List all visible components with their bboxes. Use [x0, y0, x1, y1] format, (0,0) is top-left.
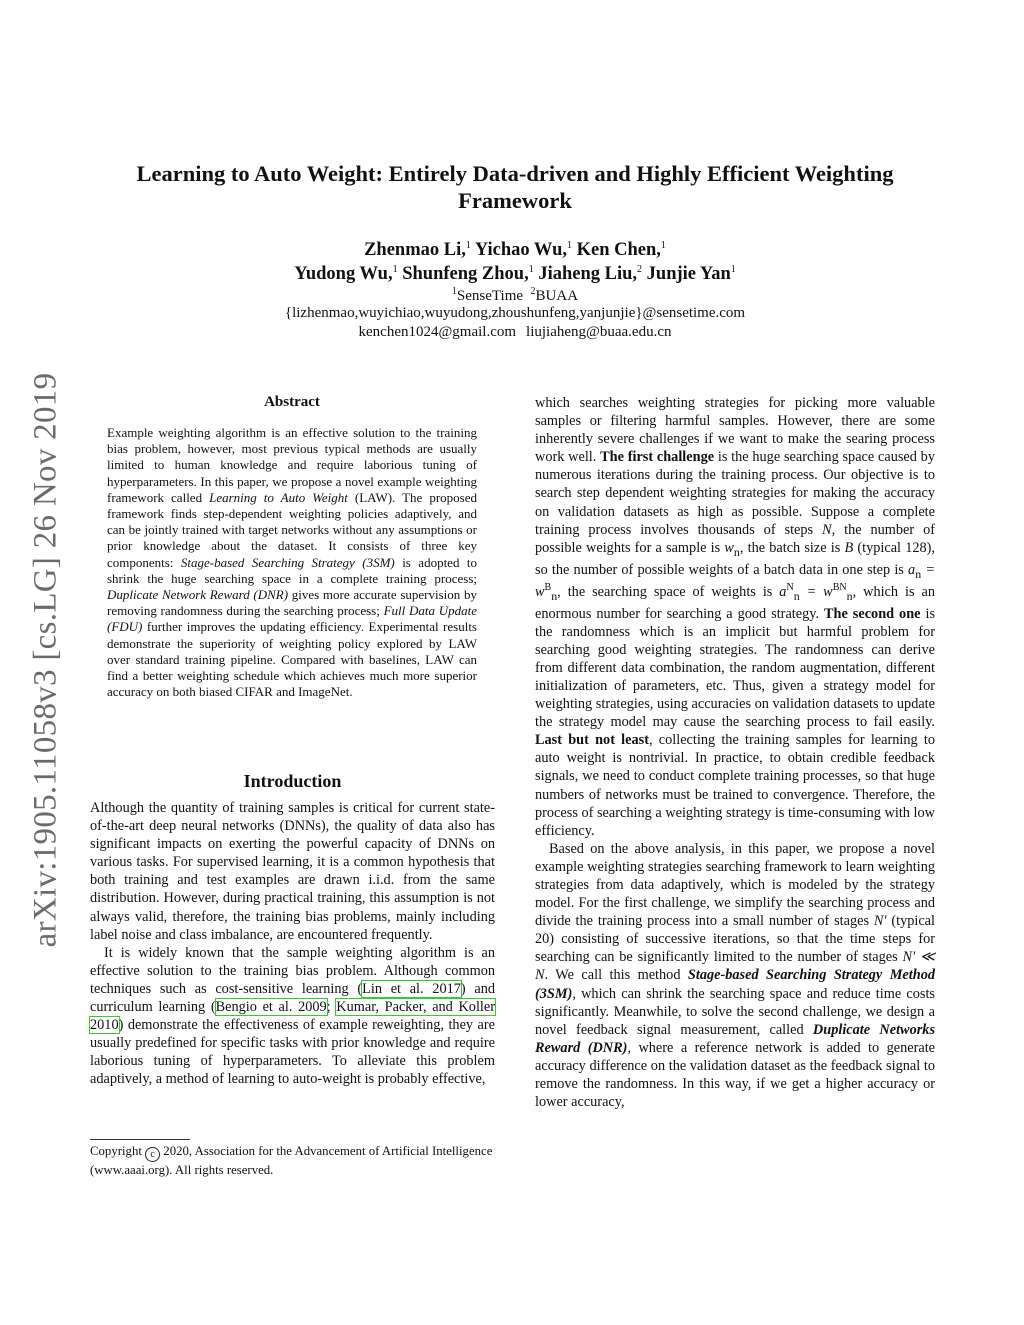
paragraph-text: , which is an enormous number for searching a good strategy.: [535, 583, 935, 622]
math-symbol: a: [908, 561, 916, 578]
paragraph-text: ) and curriculum learning (: [90, 980, 495, 1016]
copyright-text: 2020, Association for the Advancement of Artificial Intelligence (www.aaai.org). All rights reserved.: [90, 1144, 493, 1177]
author-line-1: [120, 238, 910, 262]
abstract-heading: Abstract: [264, 394, 320, 410]
math-subscript: n: [551, 588, 558, 603]
paragraph-text: (typical 20) consisting of successive iterations, so that the time steps for searching can be significantly limited to the number of stages: [535, 913, 936, 966]
author-affil-mark: 1: [465, 239, 471, 251]
math-symbol: N′: [873, 913, 887, 930]
paragraph-text: , collecting the training samples for learning to auto weight is nontrivial. In practice, to obtain credible feedback signals, we need to conduct complete training processes, so that huge numbers of networks must be trained to convergence. Therefore, the process of searching a weighting strategy is time-consuming with low efficiency.: [535, 732, 936, 839]
abstract-body: [107, 425, 477, 700]
paragraph-text: Based on the above analysis, in this paper, we propose a novel example weighting strategies searching framework to learn weighting strategies from data adaptively, which is modeled by the strategy model. For the first challenge, we simplify the searching process and divide the training process into a small number of stages: [535, 840, 935, 930]
author-name: Yudong Wu,: [294, 264, 393, 284]
copyright-footnote: [90, 1143, 495, 1179]
author-name: Ken Chen,: [576, 240, 661, 260]
math-subscript: n: [846, 588, 853, 603]
author-name: Yichao Wu,: [474, 240, 567, 260]
email-ken-chen: kenchen1024@gmail.com: [358, 324, 517, 340]
math-subscript: n: [733, 544, 740, 559]
math-superscript: N: [786, 581, 794, 593]
copyright-prefix: Copyright: [90, 1144, 142, 1158]
author-affil-mark: 1: [528, 263, 534, 275]
paragraph-text: , where a reference network is added to generate accuracy difference on the validation dataset as the feedback signal to remove the randomness. In this way, if we get a higher accuracy or lower accuracy,: [535, 1039, 936, 1111]
abstract-emphasis: Full Data Update (FDU): [107, 603, 478, 635]
abstract-emphasis: Stage-based Searching Strategy (3SM): [180, 554, 395, 570]
bold-phrase: Last but not least: [535, 732, 649, 749]
math-symbol: a: [779, 583, 787, 600]
math-symbol: N′ ≪ N: [535, 949, 935, 984]
arxiv-side-stamp: [22, 350, 70, 970]
affil-mark: 2: [530, 286, 536, 297]
math-symbol: w: [724, 539, 734, 556]
citation-link-kumar-2010[interactable]: Kumar, Packer, and Koller 2010: [90, 999, 496, 1034]
author-affil-mark: 2: [637, 263, 643, 275]
email-jiaheng-liu: liujiaheng@buaa.edu.cn: [526, 324, 672, 340]
paragraph-text: It is widely known that the sample weighting algorithm is an effective solution to the training bias problem. Although common techniques such as cost-sensitive learning (: [90, 944, 495, 997]
abstract-emphasis: Duplicate Network Reward (DNR): [107, 587, 289, 603]
math-superscript: B: [544, 581, 552, 593]
right-paragraph-2: [535, 840, 935, 1111]
abstract-emphasis: Learning to Auto Weight: [209, 489, 348, 505]
affiliation-sensetime: SenseTime: [456, 288, 524, 304]
group-email: {lizhenmao,wuyichiao,wuyudong,zhoushunfeng,yanjunjie}@sensetime.com: [284, 305, 746, 321]
abstract-text: Example weighting algorithm is an effective solution to the training bias problem, however, most previous typical methods are usually limited to human knowledge and require laborious tuning of hyperparameters. In this paper, we propose a novel example weighting framework called: [107, 425, 477, 505]
intro-paragraph-1: Although the quantity of training samples is critical for current state-of-the-art deep neural networks (DNNs), the quality of data also has significant impacts on exerting the powerful capacity of DNNs on various tasks. For supervised learning, it is a common hypothesis that both training and test examples are drawn i.i.d. from the same distribution. However, during practical training, this assumption is not always valid, therefore, the training bias problems, mainly including label noise and class imbalance, are encountered frequently.: [90, 800, 495, 943]
paragraph-text: , the searching space of weights is: [557, 583, 780, 600]
copyright-icon: c: [145, 1147, 160, 1162]
paragraph-text: . We call this method: [544, 967, 688, 984]
paragraph-text: (typical 128), so the number of possible weights of a batch data in one step is: [535, 539, 935, 578]
math-symbol: B: [844, 539, 854, 556]
author-name: Junjie Yan: [646, 264, 731, 284]
paragraph-text: ;: [326, 999, 337, 1016]
right-paragraph-1: [535, 394, 935, 840]
paragraph-text: is the huge searching space caused by numerous iterations during the training process. Our objective is to search step dependent weighting strategies for making the accuracy on validation datasets as high as possible. Suppose a complete training process involves thousands of steps: [535, 449, 935, 538]
paragraph-text: is the randomness which is an implicit but harmful problem for searching good weighting strategies. The randomness can derive from different data combination, the random augmentation, different initialization of parameters, etc. Thus, given a strategy model for weighting strategies, using accuracies on validation datasets to update the strategy model may cause the searching process to fail easily.: [535, 605, 936, 731]
author-affil-mark: 1: [660, 239, 666, 251]
math-subscript: n: [915, 566, 922, 581]
author-name: Zhenmao Li,: [364, 240, 466, 260]
math-symbol: = w: [799, 583, 833, 600]
arxiv-identifier: arXiv:1905.11058v3 [cs.LG] 26 Nov 2019: [27, 372, 64, 948]
bold-phrase: The first challenge: [600, 449, 715, 466]
paragraph-text: , the batch size is: [739, 539, 845, 556]
paragraph-text: , the number of possible weights for a sample is: [535, 521, 935, 556]
bold-italic-phrase: Stage-based Searching Strategy Method (3SM): [535, 967, 935, 1002]
bold-phrase: The second one: [824, 605, 921, 622]
abstract-text: is adopted to shrink the huge searching space in a complete training process;: [107, 554, 477, 586]
math-symbol: N: [822, 521, 832, 538]
abstract-text: (LAW). The proposed framework finds step-dependent weighting policies adaptively, and can be jointly trained with target networks without any assumptions or prior knowledge about the dataset. It consists of three key components:: [107, 489, 477, 570]
author-affil-mark: 1: [567, 239, 572, 251]
left-column: [90, 799, 495, 1089]
abstract-text: further improves the updating efficiency. Experimental results demonstrate the superiority of weighting policy explored by LAW over standard training pipeline. Compared with baselines, LAW can find a better weighting schedule which achieves much more superior accuracy on both biased CIFAR and ImageNet.: [107, 619, 477, 700]
footnote-divider: [90, 1139, 190, 1140]
math-subscript: n: [793, 588, 800, 603]
paragraph-text: , which can shrink the searching space and reduce time costs significantly. Meanwhile, to solve the second challenge, we design a novel feedback signal measurement, called: [535, 985, 935, 1038]
author-affil-mark: 1: [392, 263, 398, 275]
affiliation-buaa: BUAA: [535, 288, 579, 304]
individual-emails: [120, 323, 910, 342]
email-block: [120, 304, 910, 342]
paper-title: Learning to Auto Weight: Entirely Data-driven and Highly Efficient Weighting Framework: [136, 161, 894, 213]
author-name: Shunfeng Zhou,: [402, 264, 529, 284]
intro-paragraph-2: [90, 944, 495, 1089]
author-line-2: [120, 262, 910, 286]
author-affil-mark: 1: [730, 263, 736, 275]
bold-italic-phrase: Duplicate Networks Reward (DNR): [535, 1021, 936, 1056]
author-list: [120, 238, 910, 286]
math-superscript: BN: [832, 581, 847, 593]
paragraph-text: which searches weighting strategies for picking more valuable samples or filtering harmful samples. However, there are some inherently severe challenges if we want to make the searing process work well.: [535, 395, 935, 466]
math-symbol: = w: [535, 561, 935, 600]
citation-link-bengio-2009[interactable]: Bengio et al. 2009: [215, 999, 327, 1016]
citation-link-lin-2017[interactable]: Lin et al. 2017: [362, 980, 461, 997]
introduction-heading: Introduction: [243, 771, 342, 791]
abstract-text: gives more accurate supervision by removing randomness during the searching process;: [107, 587, 477, 619]
affil-mark: 1: [451, 286, 457, 297]
right-column: [535, 394, 935, 1111]
paragraph-text: ) demonstrate the effectiveness of example reweighting, they are usually predefined for specific tasks with prior knowledge and require laborious tuning of hyperparameters. To alleviate this problem adaptively, a method of learning to auto-weight is probably effective,: [90, 1017, 495, 1088]
author-name: Jiaheng Liu,: [538, 264, 638, 284]
